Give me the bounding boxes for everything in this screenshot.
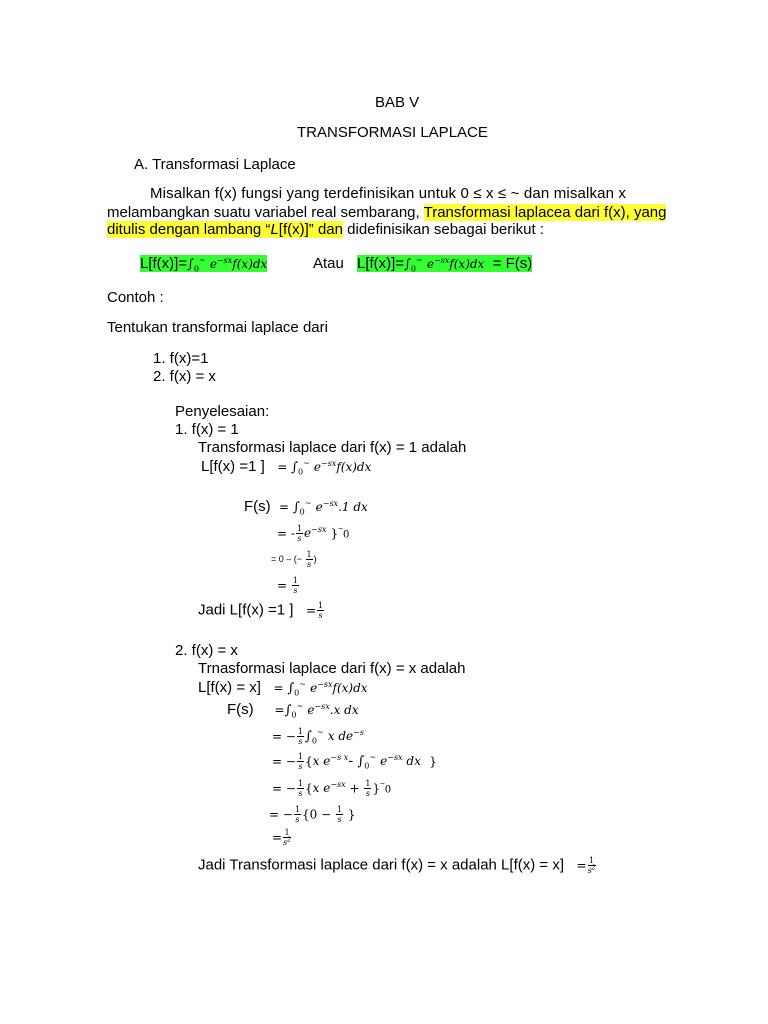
paragraph-line: melambangkan suatu variabel real sembarang, Transformasi laplacea dari f(x), yang [107,204,667,221]
solution-text: Trnasformasi laplace dari f(x) = x adalah [198,660,466,677]
solution-result: Jadi L[f(x) =1 ] = $\frac{1}{s}$ [198,601,324,620]
solution-step: = − $\frac{1}{s}$ {0 − $\frac{1}{s}$ } [269,805,356,824]
chapter-heading: BAB V [375,94,420,111]
solution-heading: 1. f(x) = 1 [175,421,239,438]
solution-step: = − $\frac{1}{s}$ {x $e^{-s x}-$ $\int_0^\sim$ $e^{-sx}$ dx } [272,752,437,772]
solution-step: = $\frac{1}{s^2}$ [272,828,291,847]
definition-formula-left: $L[f(x)]=\int_0^\sim$ $e^{-sx}f(x)dx$ [140,255,268,274]
solution-equation: $F(s) = \int_0^\sim$ $e^{-sx}.1$ dx [244,498,368,517]
tentukan-text: Tentukan transformai laplace dari [107,319,328,336]
solution-result: Jadi Transformasi laplace dari f(x) = x adalah L[f(x) = x] = $\frac{1}{s^2}$ [198,856,596,875]
atau-label: Atau [313,255,344,272]
solution-heading: 2. f(x) = x [175,642,238,659]
solution-equation: F(s) $=\int_0^\sim$ $e^{-sx}.x$ dx [227,701,359,720]
solution-step: = $\frac{1}{s}$ [277,576,298,595]
definition-highlight: Transformasi laplacea dari f(x), yang [423,204,667,221]
contoh-label: Contoh : [107,289,164,306]
solution-equation: L[f(x) =1 ] = $\int_0^\sim$ $e^{-sx}f(x)dx$ [201,458,372,477]
section-heading: A. Transformasi Laplace [134,156,296,173]
definition-highlight: ditulis dengan lambang “L[f(x)]” dan [107,221,343,238]
question-item: 1. f(x)=1 [153,350,209,367]
penyelesaian-label: Penyelesaian: [175,403,270,420]
question-item: 2. f(x) = x [153,368,216,385]
paragraph-line: ditulis dengan lambang “L[f(x)]” dan didefinisikan sebagai berikut : [107,221,544,238]
chapter-title: TRANSFORMASI LAPLACE [297,124,488,141]
definition-formula-right: $L[f(x)]=\int_0^\sim$ $e^{-sx}f(x)dx = F(s)$ [357,255,533,274]
solution-step: = - $\frac{1}{s}$ $e^{-sx}$ }~0 [277,524,350,543]
solution-step: = − $\frac{1}{s}$ {x $e^{-sx}$ + $\frac{1}{s}$ }~0 [272,779,392,798]
solution-equation: L[f(x) = x] = $\int_0^\sim$ $e^{-sx}f(x)dx$ [198,679,368,698]
solution-step: = − $\frac{1}{s}$ $\int_0^\sim$ x $de^{-s}$ [272,727,364,747]
solution-text: Transformasi laplace dari f(x) = 1 adalah [198,439,467,456]
solution-step: = 0 – (− $\frac{1}{s}$ ) [271,550,317,570]
paragraph-line: Misalkan f(x) fungsi yang terdefinisikan untuk 0 ≤ x ≤ ~ dan misalkan x [150,185,627,202]
